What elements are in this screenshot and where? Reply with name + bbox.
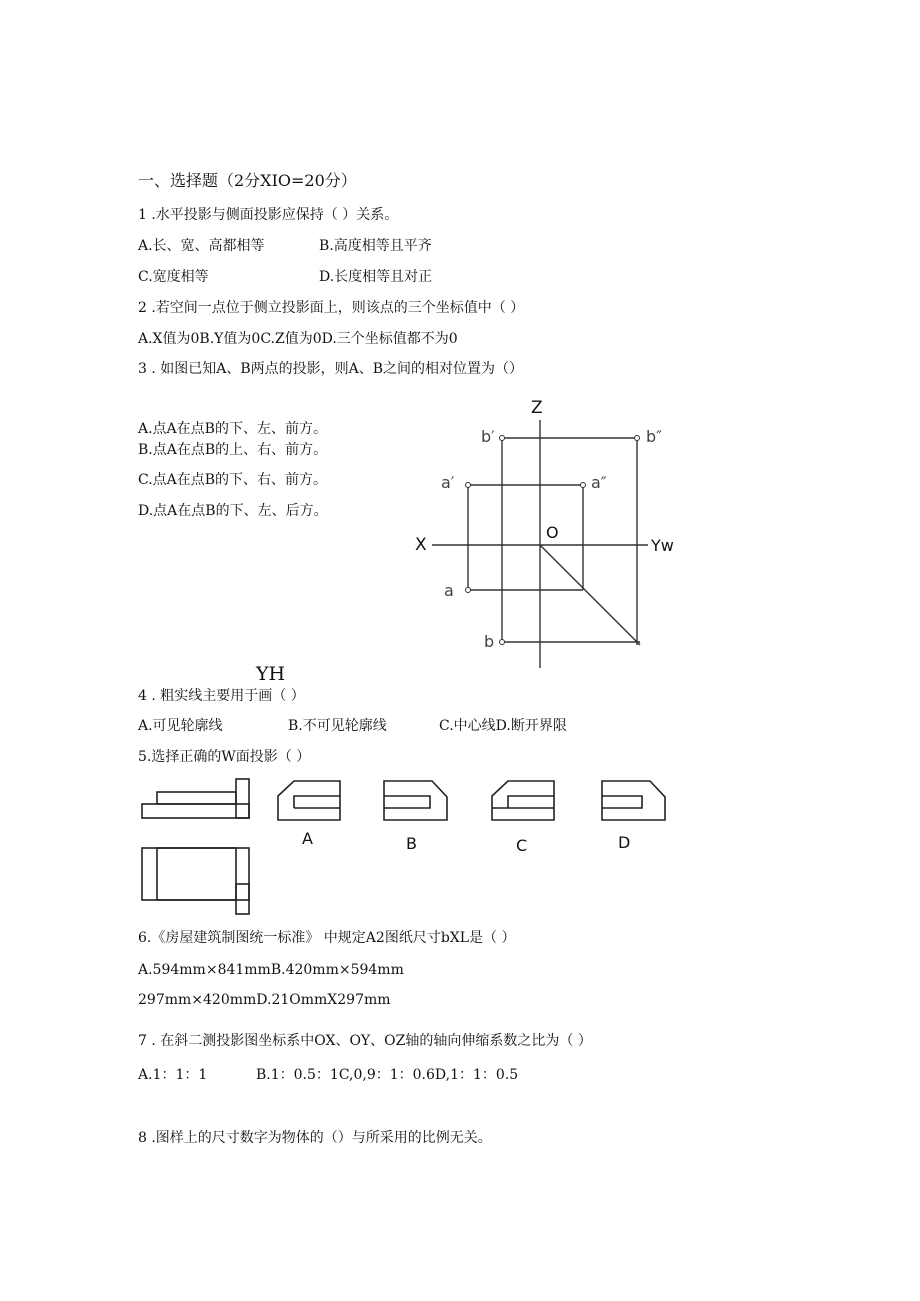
q2-options: A.X值为0B.Y值为0C.Z值为0D.三个坐标值都不为0	[138, 331, 458, 347]
q7-option-a: A.1：1：1	[138, 1067, 208, 1083]
q3-option-d: D.点A在点B的下、左、后方。	[138, 503, 328, 519]
q5-stem: 5.选择正确的W面投影（ ）	[138, 749, 311, 765]
q4-option-cd: C.中心线D.断开界限	[439, 718, 567, 734]
yh-yw-45-line	[540, 545, 640, 645]
q6-options-line2: 297mm×420mmD.21OmmX297mm	[138, 992, 391, 1008]
q1-option-b: B.高度相等且平齐	[319, 238, 432, 254]
q3-option-c: C.点A在点B的下、右、前方。	[138, 472, 328, 488]
q6-stem: 6.《房屋建筑制图统一标准》 中规定A2图纸尺寸bXL是（ ）	[138, 930, 516, 946]
section-title: 一、选择题（2分XIO=20分）	[138, 171, 357, 190]
q2-stem: 2 .若空间一点位于侧立投影面上，则该点的三个坐标值中（ ）	[138, 300, 525, 316]
q3-option-b: B.点A在点B的上、右、前方。	[138, 442, 328, 458]
q5-label-d: D	[618, 833, 631, 852]
q8-stem: 8 .图样上的尺寸数字为物体的（）与所采用的比例无关。	[138, 1130, 492, 1146]
q1-option-d: D.长度相等且对正	[319, 269, 433, 285]
q4-option-a: A.可见轮廓线	[138, 718, 223, 734]
point-label-a: a	[444, 581, 454, 600]
q4-option-b: B.不可见轮廓线	[288, 718, 387, 734]
q6-options-line1: A.594mm×841mmB.420mm×594mm	[138, 962, 404, 978]
axis-label-x: X	[415, 535, 427, 555]
axis-label-z: Z	[531, 398, 543, 418]
q5-label-a: A	[302, 829, 313, 848]
q1-option-c: C.宽度相等	[138, 269, 209, 285]
point-label-a-prime: a′	[441, 473, 455, 492]
origin-label-o: O	[546, 523, 559, 542]
q3-stem: 3 . 如图已知A、B两点的投影，则A、B之间的相对位置为（）	[138, 361, 524, 377]
point-label-b: b	[484, 632, 495, 651]
q5-label-b: B	[406, 834, 417, 853]
point-label-b-double-prime: b″	[646, 427, 663, 446]
q3-option-a: A.点A在点B的下、左、前方。	[138, 421, 327, 437]
q4-stem: 4 . 粗实线主要用于画（ ）	[138, 688, 305, 704]
q7-options-bcd: B.1：0.5：1C,0,9：1：0.6D,1：1：0.5	[256, 1067, 519, 1083]
q1-stem: 1 .水平投影与侧面投影应保持（ ）关系。	[138, 207, 399, 223]
q7-stem: 7 . 在斜二测投影图坐标系中OX、OY、OZ轴的轴向伸缩系数之比为（ ）	[138, 1033, 592, 1049]
point-label-a-double-prime: a″	[591, 473, 607, 492]
q5-label-c: C	[516, 836, 528, 855]
axis-label-yw: Yw	[651, 536, 674, 555]
point-label-b-prime: b′	[481, 427, 495, 446]
q1-option-a: A.长、宽、高都相等	[138, 238, 265, 254]
axis-label-yh: YH	[256, 663, 286, 685]
